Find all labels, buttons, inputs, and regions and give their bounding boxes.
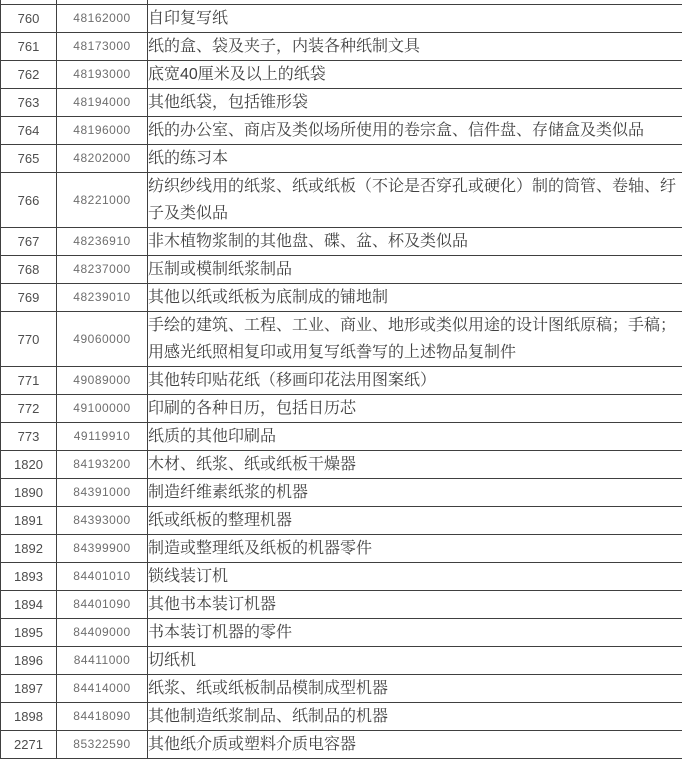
row-index-cell: 762 [1,61,57,89]
table-row [1,312,682,367]
code-cell: 48162000 [57,5,148,33]
table-row [1,703,682,731]
table-row [1,563,682,591]
description-cell: 其他纸介质或塑料介质电容器 [148,731,682,759]
code-cell: 48236910 [57,228,148,256]
row-index-cell: 1896 [1,647,57,675]
code-cell: 84409000 [57,619,148,647]
code-cell: 48221000 [57,173,148,228]
row-index-cell: 1897 [1,675,57,703]
code-cell: 49060000 [57,312,148,367]
table-row [1,535,682,563]
description-cell: 纸或纸板的整理机器 [148,507,682,535]
row-index-cell: 1820 [1,451,57,479]
description-cell: 底宽40厘米及以上的纸袋 [148,61,682,89]
description-cell: 印刷的各种日历，包括日历芯 [148,395,682,423]
description-cell: 纸的盒、袋及夹子，内装各种纸制文具 [148,33,682,61]
row-index-cell: 760 [1,5,57,33]
description-cell: 纸的办公室、商店及类似场所使用的卷宗盒、信件盘、存储盒及类似品 [148,117,682,145]
code-cell: 48237000 [57,256,148,284]
code-cell: 84393000 [57,507,148,535]
row-index-cell: 1893 [1,563,57,591]
table-row [1,507,682,535]
row-index-cell: 773 [1,423,57,451]
code-cell: 84414000 [57,675,148,703]
row-index-cell: 770 [1,312,57,367]
description-cell: 其他转印贴花纸（移画印花法用图案纸） [148,367,682,395]
code-cell: 84401010 [57,563,148,591]
row-index-cell: 767 [1,228,57,256]
row-index-cell: 765 [1,145,57,173]
row-index-cell: 768 [1,256,57,284]
description-cell: 其他书本装订机器 [148,591,682,619]
row-index-cell: 1892 [1,535,57,563]
row-index-cell: 771 [1,367,57,395]
code-cell: 48202000 [57,145,148,173]
description-cell: 书本装订机器的零件 [148,619,682,647]
code-cell: 48193000 [57,61,148,89]
table-row [1,5,682,33]
description-cell: 其他制造纸浆制品、纸制品的机器 [148,703,682,731]
code-cell: 48173000 [57,33,148,61]
table-row [1,228,682,256]
table-row [1,256,682,284]
table-row [1,89,682,117]
description-cell: 压制或模制纸浆制品 [148,256,682,284]
code-cell: 85322590 [57,731,148,759]
code-cell: 49089000 [57,367,148,395]
description-cell: 锁线装订机 [148,563,682,591]
table-row [1,61,682,89]
table-row [1,451,682,479]
table-row [1,647,682,675]
description-cell: 制造或整理纸及纸板的机器零件 [148,535,682,563]
table-row [1,33,682,61]
row-index-cell: 761 [1,33,57,61]
description-cell: 手绘的建筑、工程、工业、商业、地形或类似用途的设计图纸原稿；手稿；用感光纸照相复印或用复写纸誊写的上述物品复制件 [148,312,682,367]
code-cell: 84399900 [57,535,148,563]
table-row [1,284,682,312]
table-row [1,395,682,423]
code-cell: 84418090 [57,703,148,731]
description-cell: 非木植物浆制的其他盘、碟、盆、杯及类似品 [148,228,682,256]
table-row [1,591,682,619]
row-index-cell: 764 [1,117,57,145]
table-row [1,367,682,395]
description-cell: 自印复写纸 [148,5,682,33]
code-cell: 48239010 [57,284,148,312]
table-row [1,619,682,647]
description-cell: 切纸机 [148,647,682,675]
row-index-cell: 766 [1,173,57,228]
description-cell: 纺织纱线用的纸浆、纸或纸板（不论是否穿孔或硬化）制的筒管、卷轴、纡子及类似品 [148,173,682,228]
row-index-cell: 1890 [1,479,57,507]
table-body [1,0,682,759]
row-index-cell: 769 [1,284,57,312]
code-cell: 84391000 [57,479,148,507]
table-row [1,675,682,703]
table-row [1,117,682,145]
code-cell: 49100000 [57,395,148,423]
table-row [1,479,682,507]
row-index-cell: 1895 [1,619,57,647]
row-index-cell: 763 [1,89,57,117]
description-cell: 纸浆、纸或纸板制品模制成型机器 [148,675,682,703]
description-cell: 其他纸袋，包括锥形袋 [148,89,682,117]
row-index-cell: 1891 [1,507,57,535]
code-cell: 48194000 [57,89,148,117]
description-cell: 木材、纸浆、纸或纸板干燥器 [148,451,682,479]
table-row [1,145,682,173]
code-cell: 49119910 [57,423,148,451]
table-row [1,423,682,451]
description-cell: 制造纤维素纸浆的机器 [148,479,682,507]
description-cell: 纸的练习本 [148,145,682,173]
code-cell: 48196000 [57,117,148,145]
row-index-cell: 1898 [1,703,57,731]
description-cell: 纸质的其他印刷品 [148,423,682,451]
description-cell: 其他以纸或纸板为底制成的铺地制 [148,284,682,312]
row-index-cell: 2271 [1,731,57,759]
table-row [1,173,682,228]
row-index-cell: 1894 [1,591,57,619]
code-cell: 84401090 [57,591,148,619]
code-cell: 84193200 [57,451,148,479]
table-row [1,731,682,759]
code-cell: 84411000 [57,647,148,675]
row-index-cell: 772 [1,395,57,423]
